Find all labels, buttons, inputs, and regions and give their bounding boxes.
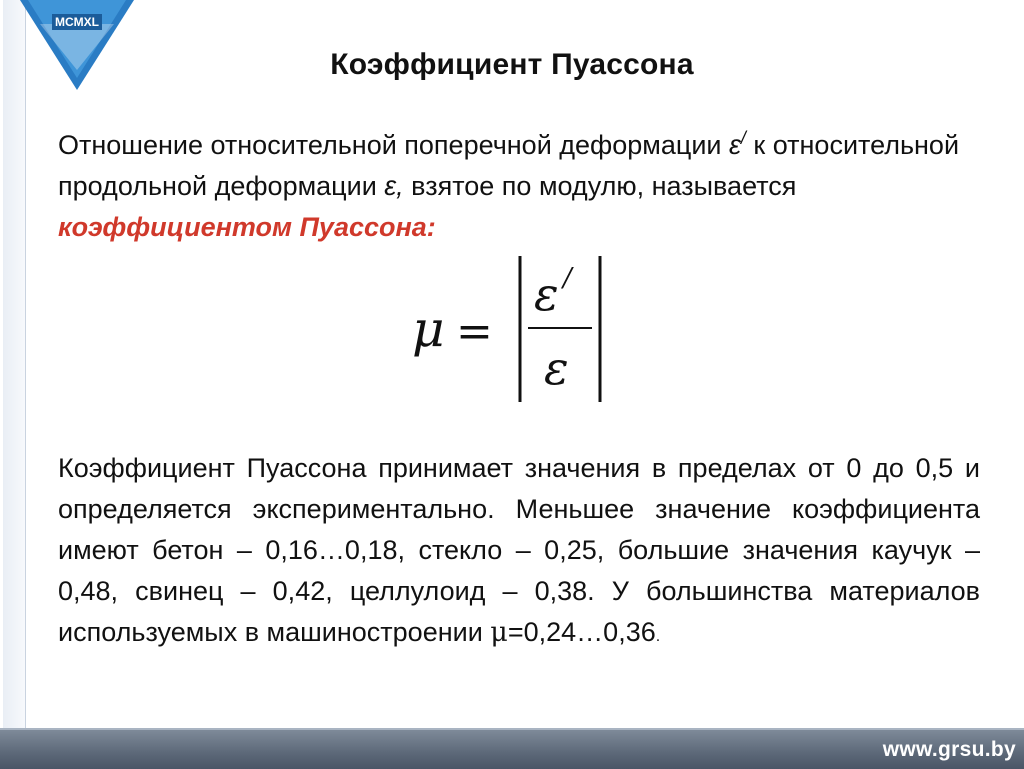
left-decorative-strip — [3, 0, 26, 728]
footer-url: www.grsu.by — [882, 738, 1016, 761]
slide-title: Коэффициент Пуассона — [330, 48, 694, 81]
formula-equals: = — [456, 306, 493, 357]
poisson-formula — [410, 250, 630, 410]
values-text: Коэффициент Пуассона принимает значения в пределах от 0 до 0,5 и определяется экспериментально. Меньшее значение коэффициента имеют бетон – 0,16…0,18, стекло – 0,25, большие значения каучук – 0,48, свинец – 0,42, целлулоид – 0,38. У большинства материалов используемых в машиностроении — [58, 453, 980, 647]
formula-mu: μ — [412, 300, 445, 358]
values-paragraph — [58, 448, 980, 657]
definition-paragraph — [58, 118, 980, 248]
definition-text-1: Отношение относительной поперечной деформации — [58, 130, 730, 160]
logo-text: MCMXL — [55, 15, 99, 29]
formula-numerator: ε — [534, 267, 559, 321]
definition-text-2: к относительной продольной деформации — [58, 130, 960, 201]
final-period: . — [655, 628, 661, 645]
definition-text-3: взятое по модулю, называется — [403, 171, 797, 201]
formula-numerator-prime: / — [563, 263, 572, 293]
epsilon-prime-symbol: ε/ — [729, 128, 746, 160]
mu-symbol: μ — [490, 617, 508, 648]
epsilon-symbol: ε, — [384, 171, 404, 201]
formula-denominator: ε — [544, 341, 569, 395]
footer-bar — [0, 728, 1024, 769]
highlighted-term: коэффициентом Пуассона: — [58, 212, 436, 242]
mu-range: =0,24…0,36 — [507, 617, 656, 647]
